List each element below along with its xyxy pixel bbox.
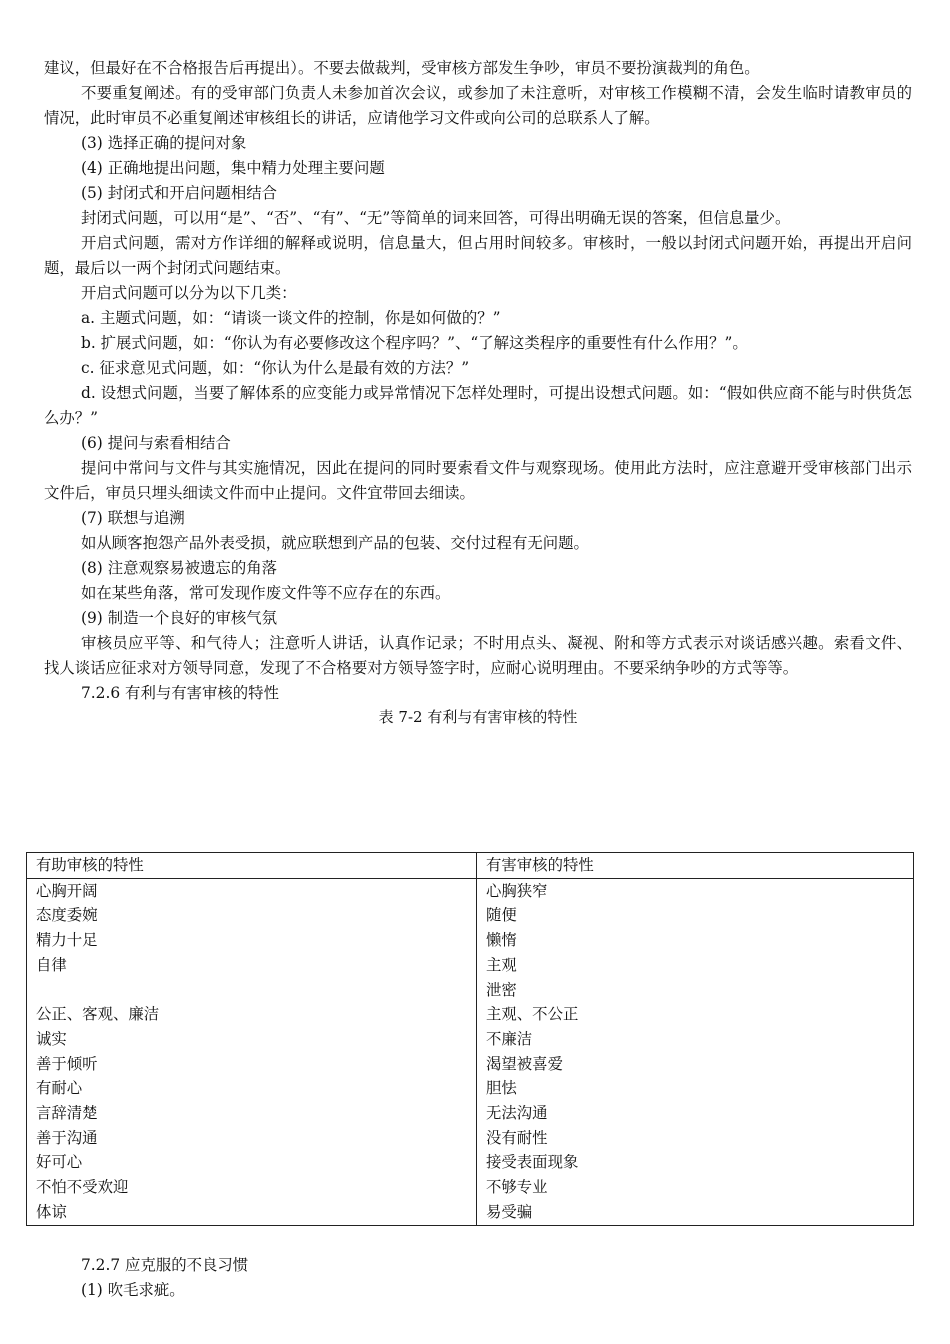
paragraph: 审核员应平等、和气待人；注意听人讲话，认真作记录；不时用点头、凝视、附和等方式表示对谈话感兴趣。索看文件、找人谈话应征求对方领导同意，发现了不合格要对方领导签字时，应耐心说明理由。不要采纳争吵的方式等等。 [44, 634, 912, 677]
helpful-trait-cell: 善于倾听 [27, 1052, 477, 1077]
paragraph: b. 扩展式问题，如：“你认为有必要修改这个程序吗？”、“了解这类程序的重要性有什么作用？”。 [81, 334, 748, 352]
list-item: (1) 吹毛求疵。 [81, 1281, 185, 1299]
table-row [27, 1150, 914, 1175]
helpful-trait-cell: 公正、客观、廉洁 [27, 1002, 477, 1027]
table-header-harmful: 有害审核的特性 [477, 853, 914, 879]
harmful-trait-cell: 接受表面现象 [477, 1150, 914, 1175]
helpful-trait-cell: 精力十足 [27, 928, 477, 953]
harmful-trait-cell: 随便 [477, 903, 914, 928]
paragraph: (6) 提问与索看相结合 [81, 434, 231, 452]
harmful-trait-cell: 心胸狭窄 [477, 878, 914, 903]
helpful-trait-cell: 好可心 [27, 1150, 477, 1175]
table-caption: 表 7-2 有利与有害审核的特性 [378, 708, 578, 726]
paragraph: 提问中常问与文件与其实施情况，因此在提问的同时要索看文件与观察现场。使用此方法时，应注意避开受审核部门出示文件后，审员只埋头细读文件而中止提问。文件宜带回去细读。 [44, 459, 912, 502]
harmful-trait-cell: 主观 [477, 953, 914, 978]
harmful-trait-cell: 不够专业 [477, 1175, 914, 1200]
table-row [27, 953, 914, 978]
paragraph: 封闭式问题，可以用“是”、“否”、“有”、“无”等简单的词来回答，可得出明确无误的答案，但信息量少。 [81, 209, 791, 227]
paragraph: (7) 联想与追溯 [81, 509, 185, 527]
helpful-trait-cell: 心胸开阔 [27, 878, 477, 903]
harmful-trait-cell: 不廉洁 [477, 1027, 914, 1052]
harmful-trait-cell: 易受骗 [477, 1200, 914, 1225]
table-row [27, 978, 914, 1003]
harmful-trait-cell: 无法沟通 [477, 1101, 914, 1126]
helpful-trait-cell: 善于沟通 [27, 1126, 477, 1151]
characteristics-table [26, 852, 914, 1226]
table-header-row [27, 853, 914, 879]
section-heading: 7.2.7 应克服的不良习惯 [81, 1256, 249, 1274]
following-section [44, 1253, 912, 1303]
table-row [27, 878, 914, 903]
helpful-trait-cell: 不怕不受欢迎 [27, 1175, 477, 1200]
table-row [27, 1052, 914, 1077]
table-row [27, 1175, 914, 1200]
harmful-trait-cell: 泄密 [477, 978, 914, 1003]
paragraph: 如从顾客抱怨产品外表受损，就应联想到产品的包装、交付过程有无问题。 [81, 534, 589, 552]
helpful-trait-cell: 态度委婉 [27, 903, 477, 928]
table-row [27, 1027, 914, 1052]
paragraph: c. 征求意见式问题，如：“你认为什么是最有效的方法？” [81, 359, 470, 377]
harmful-trait-cell: 渴望被喜爱 [477, 1052, 914, 1077]
paragraph: (4) 正确地提出问题，集中精力处理主要问题 [81, 159, 385, 177]
paragraph: (8) 注意观察易被遗忘的角落 [81, 559, 277, 577]
harmful-trait-cell: 胆怯 [477, 1076, 914, 1101]
helpful-trait-cell: 言辞清楚 [27, 1101, 477, 1126]
table-row [27, 1200, 914, 1225]
paragraph: a. 主题式问题，如：“请谈一谈文件的控制，你是如何做的？” [81, 309, 501, 327]
table-header-helpful: 有助审核的特性 [27, 853, 477, 879]
helpful-trait-cell: 体谅 [27, 1200, 477, 1225]
harmful-trait-cell: 没有耐性 [477, 1126, 914, 1151]
table-row [27, 1076, 914, 1101]
paragraph: 开启式问题，需对方作详细的解释或说明，信息量大，但占用时间较多。审核时，一般以封闭式问题开始，再提出开启问题，最后以一两个封闭式问题结束。 [44, 234, 912, 277]
table-row [27, 903, 914, 928]
helpful-trait-cell: 有耐心 [27, 1076, 477, 1101]
paragraph: 不要重复阐述。有的受审部门负责人未参加首次会议，或参加了未注意听，对审核工作模糊不清，会发生临时请教审员的情况，此时审员不必重复阐述审核组长的讲话，应请他学习文件或向公司的总联系人了解。 [44, 84, 912, 127]
table-row [27, 928, 914, 953]
paragraph: 开启式问题可以分为以下几类： [81, 284, 297, 302]
paragraph: 如在某些角落，常可发现作废文件等不应存在的东西。 [81, 584, 451, 602]
paragraph: 7.2.6 有利与有害审核的特性 [81, 684, 279, 702]
table-row [27, 1101, 914, 1126]
paragraph: d. 设想式问题，当要了解体系的应变能力或异常情况下怎样处理时，可提出设想式问题。如：“假如供应商不能与时供货怎么办？” [44, 384, 912, 427]
paragraph: (5) 封闭式和开启问题相结合 [81, 184, 277, 202]
helpful-trait-cell: 诚实 [27, 1027, 477, 1052]
document-body [44, 56, 912, 728]
helpful-trait-cell: 自律 [27, 953, 477, 978]
table-row [27, 1126, 914, 1151]
harmful-trait-cell: 懒惰 [477, 928, 914, 953]
harmful-trait-cell: 主观、不公正 [477, 1002, 914, 1027]
paragraph: (9) 制造一个良好的审核气氛 [81, 609, 277, 627]
table-row [27, 1002, 914, 1027]
helpful-trait-cell [27, 978, 477, 1003]
paragraph: 建议，但最好在不合格报告后再提出）。不要去做裁判，受审核方部发生争吵，审员不要扮演裁判的角色。 [44, 59, 760, 77]
paragraph: (3) 选择正确的提问对象 [81, 134, 247, 152]
